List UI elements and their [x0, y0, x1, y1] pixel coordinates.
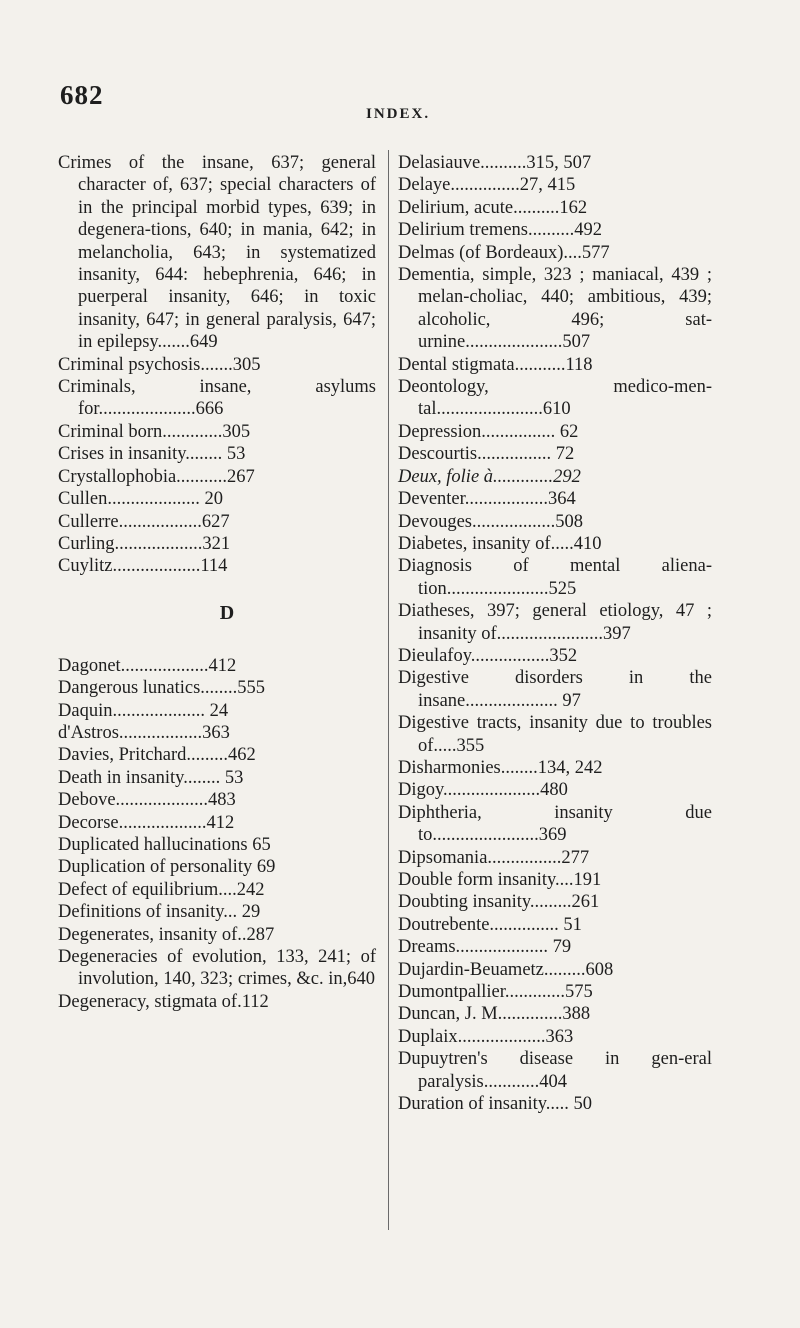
index-entry: Delaye...............27, 415	[398, 175, 576, 196]
index-entry: Diphtheria, insanity due to.......................369	[398, 802, 712, 846]
index-entry: Criminals, insane, asylums for.....................666	[58, 377, 376, 420]
index-entry: Delasiauve..........315, 507	[398, 153, 592, 173]
index-entry: Daquin.................... 24	[58, 700, 229, 721]
index-entry: Delmas (of Bordeaux)....577	[398, 242, 610, 263]
index-entry: Davies, Pritchard.........462	[58, 745, 256, 766]
index-entry: Digestive tracts, insanity due to troubles of.....355	[398, 713, 712, 756]
index-entry: Delirium, acute..........162	[398, 197, 588, 218]
index-entry: Decorse...................412	[58, 812, 235, 833]
index-entry: Deventer..................364	[398, 489, 576, 510]
index-entry: Criminal psychosis.......305	[58, 354, 261, 375]
page-header	[0, 80, 800, 130]
index-entry: Cullerre..................627	[58, 511, 230, 532]
right-column	[398, 152, 712, 1115]
index-entry: Dangerous lunatics........555	[58, 678, 266, 699]
index-entry: Cuylitz...................114	[58, 556, 228, 577]
index-entry: Dreams.................... 79	[398, 937, 572, 958]
index-entry: Criminal born.............305	[58, 421, 251, 442]
index-entry: Digestive disorders in the insane.................... 97	[398, 668, 712, 711]
index-entry: Doubting insanity.........261	[398, 892, 600, 913]
index-entry: Duration of insanity..... 50	[398, 1094, 593, 1115]
index-entry: Crimes of the insane, 637; general character of, 637; special characters of in the principal morbid types, 639; in degenera-tions, 640; in mania, 642; in melancholia, 643; in systematized insanity, 644: hebephrenia, 646; in puerperal insanity, 646; in toxic insanity, 647; in general paralysis, 647; in epilepsy.......649	[58, 153, 376, 353]
index-entry: Defect of equilibrium....242	[58, 879, 265, 900]
index-entry: Duplicated hallucinations 65	[58, 834, 271, 855]
index-entry: Dental stigmata...........118	[398, 354, 593, 375]
index-entry: Curling...................321	[58, 533, 231, 554]
index-entry: Degeneracies of evolution, 133, 241; of involution, 140, 323; crimes, &c. in,640	[58, 947, 376, 990]
page-number: 682	[60, 80, 104, 110]
index-entry: Dujardin-Beuametz.........608	[398, 959, 614, 980]
index-entry: Duncan, J. M..............388	[398, 1004, 591, 1025]
index-entry: Digoy.....................480	[398, 780, 568, 801]
index-entry: Cullen.................... 20	[58, 489, 223, 510]
index-entry: Deontology, medico-men-tal.......................610	[398, 377, 712, 420]
index-entry: Devouges..................508	[398, 511, 583, 532]
index-entry: Crystallophobia...........267	[58, 466, 255, 487]
index-entry: Disharmonies........134, 242	[398, 757, 603, 778]
index-entry: Doutrebente............... 51	[398, 914, 582, 935]
index-entries-d	[58, 655, 376, 1014]
index-entry: Dagonet...................412	[58, 655, 237, 676]
index-entry: Duplication of personality 69	[58, 857, 276, 878]
index-entry: Dumontpallier.............575	[398, 982, 593, 1003]
index-entry: Dupuytren's disease in gen-eral paralysis............404	[398, 1049, 712, 1092]
index-entry: Degeneracy, stigmata of.112	[58, 991, 269, 1012]
left-column	[58, 152, 376, 1013]
running-head: INDEX.	[366, 106, 431, 122]
index-entry: Dementia, simple, 323 ; maniacal, 439 ; melan-choliac, 440; ambitious, 439; alcoholic, 496; sat-urnine.....................507	[398, 265, 712, 353]
index-entry: Depression................ 62	[398, 421, 579, 442]
index-entry: Debove....................483	[58, 790, 236, 811]
index-entry: Diagnosis of mental aliena-tion......................525	[398, 556, 712, 599]
index-entry: Delirium tremens..........492	[398, 220, 602, 241]
index-entry: Double form insanity....191	[398, 870, 602, 890]
index-entry: Diabetes, insanity of.....410	[398, 533, 602, 554]
column-divider	[388, 150, 389, 1230]
index-entry: Definitions of insanity... 29	[58, 902, 261, 923]
index-entry: Dieulafoy.................352	[398, 645, 578, 666]
index-entry: Crises in insanity........ 53	[58, 444, 246, 465]
index-entries-top	[58, 152, 376, 578]
index-entry: Deux, folie à.............292	[398, 466, 581, 487]
index-entry: Duplaix...................363	[398, 1026, 574, 1047]
index-entry: Descourtis................ 72	[398, 444, 575, 465]
index-entry: Death in insanity........ 53	[58, 767, 244, 788]
index-entry: Degenerates, insanity of..287	[58, 924, 275, 945]
index-entry: d'Astros..................363	[58, 722, 230, 743]
index-entry: Diatheses, 397; general etiology, 47 ; insanity of.......................397	[398, 601, 712, 644]
section-letter: D	[219, 601, 235, 624]
index-entry: Dipsomania................277	[398, 847, 590, 868]
